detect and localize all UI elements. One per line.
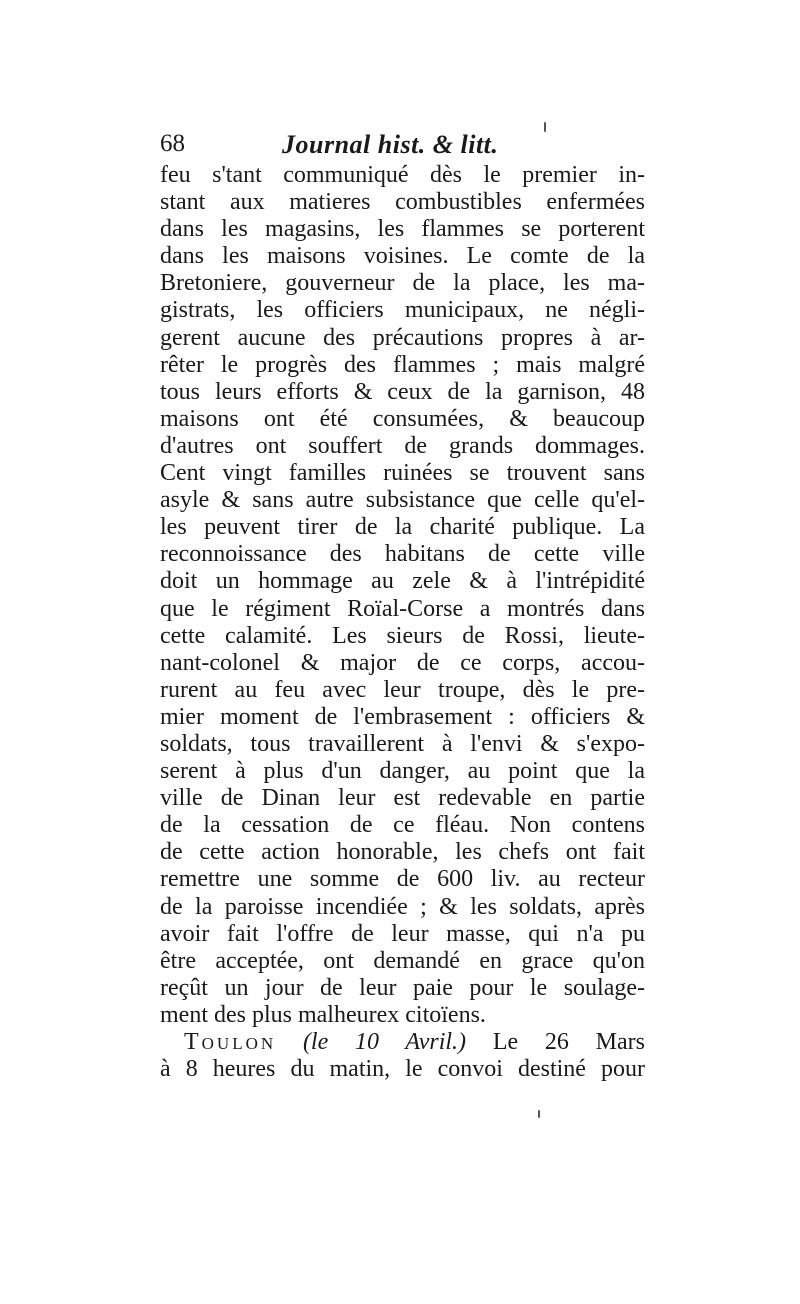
text-line: dans les magasins, les flammes se porterent [160, 216, 645, 243]
text-line: Bretoniere, gouverneur de la place, les ma- [160, 270, 645, 297]
running-title: Journal hist. & litt. [282, 130, 499, 159]
text-line: soldats, tous travaillerent à l'envi & s'expo- [160, 730, 645, 757]
text-line: d'autres ont souffert de grands dommages. [160, 432, 645, 459]
text-line: Cent vingt familles ruinées se trouvent sans [160, 460, 645, 487]
text-line: de la cessation de ce fléau. Non contens [160, 812, 645, 839]
text-line: rurent au feu avec leur troupe, dès le pre- [160, 676, 645, 703]
page-header [160, 130, 660, 162]
text-line: nant-colonel & major de ce corps, accou- [160, 649, 645, 676]
paper-speck [538, 1110, 540, 1118]
toulon-dateline [160, 1029, 645, 1056]
text-line: de cette action honorable, les chefs ont fait [160, 839, 645, 866]
text-line: rêter le progrès des flammes ; mais malgré [160, 351, 645, 378]
text-line: doit un hommage au zele & à l'intrépidité [160, 568, 645, 595]
text-line: maisons ont été consumées, & beaucoup [160, 405, 645, 432]
text-line: que le régiment Roïal-Corse a montrés dans [160, 595, 645, 622]
text-line: de la paroisse incendiée ; & les soldats, après [160, 893, 645, 920]
text-line: reconnoissance des habitans de cette ville [160, 541, 645, 568]
toulon-place: Toulon [184, 1029, 277, 1055]
text-line: serent à plus d'un danger, au point que la [160, 758, 645, 785]
paper-speck [544, 122, 546, 132]
text-line: remettre une somme de 600 liv. au recteur [160, 866, 645, 893]
text-line: mier moment de l'embrasement : officiers & [160, 703, 645, 730]
body-text [160, 162, 645, 1083]
toulon-line1-rest: Le 26 Mars [492, 1029, 646, 1055]
text-line: être acceptée, ont demandé en grace qu'on [160, 947, 645, 974]
text-line: asyle & sans autre subsistance que celle qu'el- [160, 487, 645, 514]
text-line: reçût un jour de leur paie pour le soulage- [160, 974, 645, 1001]
text-line: feu s'tant communiqué dès le premier in- [160, 162, 645, 188]
text-line: tous leurs efforts & ceux de la garnison, 48 [160, 378, 645, 405]
text-line: ville de Dinan leur est redevable en partie [160, 785, 645, 812]
text-line: cette calamité. Les sieurs de Rossi, lieute- [160, 622, 645, 649]
text-line: les peuvent tirer de la charité publique. La [160, 514, 645, 541]
text-line: ment des plus malheurex citoïens. [160, 1001, 486, 1028]
text-line: gerent aucune des précautions propres à ar- [160, 324, 645, 351]
text-line: à 8 heures du matin, le convoi destiné pour [160, 1056, 645, 1083]
text-line: dans les maisons voisines. Le comte de la [160, 243, 645, 270]
text-line: gistrats, les officiers municipaux, ne négli- [160, 297, 645, 324]
text-line: stant aux matieres combustibles enfermées [160, 189, 645, 216]
toulon-date: (le 10 Avril.) [302, 1029, 467, 1055]
page-number: 68 [160, 130, 185, 157]
text-line: avoir fait l'offre de leur masse, qui n'a pu [160, 920, 645, 947]
